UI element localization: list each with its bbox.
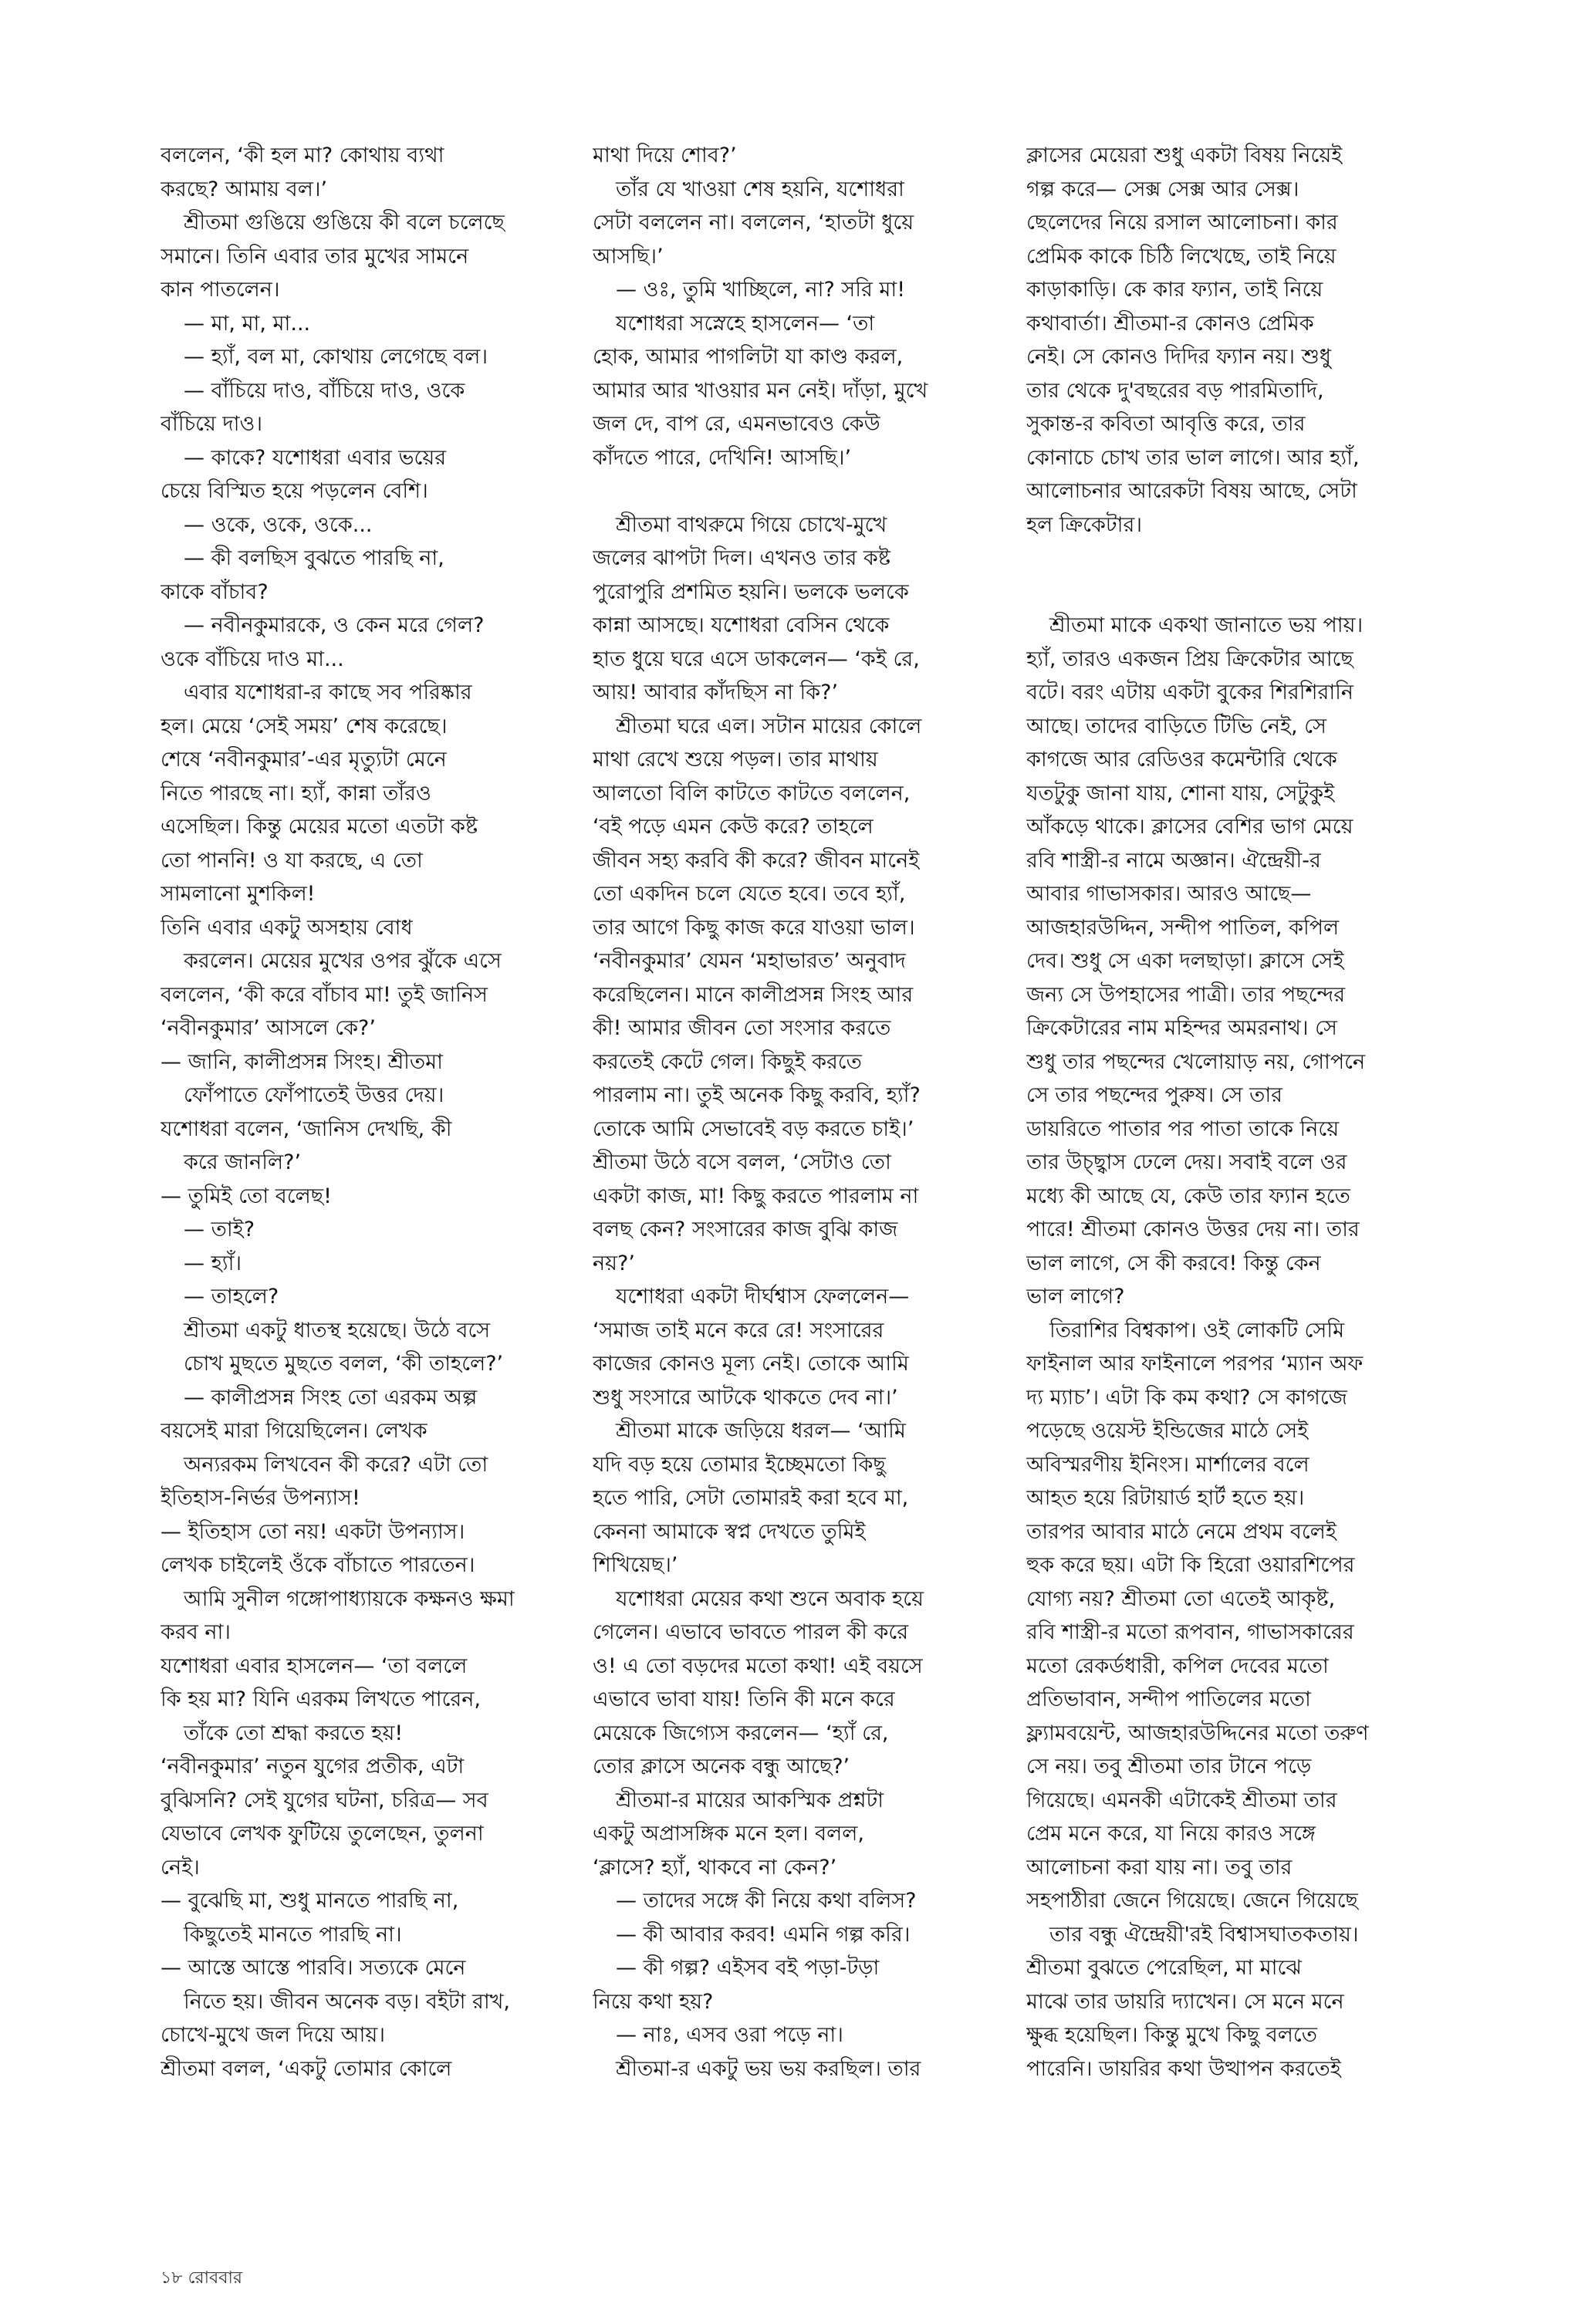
text-line: সে তার পছন্দের পুরুষ। সে তার (1026, 1083, 1283, 1107)
text-line: সুকান্ত-র কবিতা আবৃত্তি করে, তার (1026, 412, 1306, 436)
text-line: প্রেমিক কাকে চিঠি লিখেছে, তাই নিয়ে (1026, 244, 1336, 269)
text-line: তার উচ্ছ্বাস ঢেলে দেয়। সবাই বলে ওর (1026, 1150, 1347, 1174)
text-line: নিতে পারছে না। হ্যাঁ, কান্না তাঁরও (161, 781, 431, 806)
text-line: ‘বই পড়ে এমন কেউ করে? তাহলে (593, 815, 874, 839)
text-line: এভাবে ভাবা যায়! তিনি কী মনে করে (593, 1687, 895, 1711)
text-line: শ্রীতমা-র একটু ভয় ভয় করছিল। তার (616, 2056, 921, 2081)
text-line: সমানে। তিনি এবার তার মুখের সামনে (161, 244, 469, 269)
text-line: বাঁচিয়ে দাও। (161, 412, 263, 436)
text-line: অন্যরকম লিখবেন কী করে? এটা তো (184, 1452, 488, 1477)
text-line: — ইতিহাস তো নয়! একটা উপন্যাস। (161, 1519, 465, 1544)
text-line: একটা কাজ, মা! কিছু করতে পারলাম না (593, 1184, 919, 1208)
text-line: প্রতিভাবান, সন্দীপ পাতিলের মতো (1026, 1687, 1311, 1711)
text-line: — তুমিই তো বলেছ! (161, 1184, 332, 1208)
text-line: জন্য সে উপহাসের পাত্রী। তার পছন্দের (1026, 982, 1346, 1007)
text-line: শ্রীতমা-র মায়ের আকস্মিক প্রশ্নটা (616, 1788, 884, 1812)
text-line: যশোধরা একটা দীর্ঘশ্বাস ফেললেন— (616, 1285, 910, 1309)
text-line: — হ্যাঁ। (184, 1251, 242, 1275)
text-line: আজহারউদ্দিন, সন্দীপ পাতিল, কপিল (1026, 915, 1340, 940)
text-line: শ্রীতমা বাথরুমে গিয়ে চোখে-মুখে (616, 512, 887, 537)
text-line: — নাঃ, এসব ওরা পড়ে না। (616, 2023, 843, 2047)
text-line: — তাহলে? (184, 1285, 279, 1309)
text-line: পারলাম না। তুই অনেক কিছু করবি, হ্যাঁ? (593, 1083, 921, 1107)
text-line: শেষে ‘নবীনকুমার’-এর মৃত্যুটা মেনে (161, 748, 447, 772)
text-line: করে জানলি?’ (184, 1150, 302, 1174)
text-line: ক্ষুব্ধ হয়েছিল। কিন্তু মুখে কিছু বলতে (1026, 2023, 1317, 2047)
text-line: বলছ কেন? সংসারের কাজ বুঝি কাজ (593, 1218, 898, 1241)
text-line: চোখ মুছতে মুছতে বলল, ‘কী তাহলে?’ (184, 1352, 504, 1376)
text-line: পারে! শ্রীতমা কোনও উত্তর দেয় না। তার (1026, 1218, 1360, 1241)
page-footer (161, 2265, 242, 2293)
text-line: ওকে বাঁচিয়ে দাও মা... (161, 647, 344, 671)
text-line: শ্রীতমা গুঙিয়ে গুঙিয়ে কী বলে চলেছে (184, 211, 505, 235)
publication-name: রোববার (188, 2268, 242, 2288)
text-line: — ওঃ, তুমি খাচ্ছিলে, না? সরি মা! (616, 278, 906, 302)
text-line: ফ্ল্যামবয়েন্ট, আজহারউদ্দিনের মতো তরুণ (1026, 1721, 1369, 1745)
text-line: আহত হয়ে রিটায়ার্ড হার্ট হতে হয়। (1026, 1486, 1305, 1510)
text-line: ভাল লাগে, সে কী করবে! কিন্তু কেন (1026, 1251, 1321, 1275)
text-line: করব না। (161, 1620, 231, 1644)
text-line (1026, 542, 1435, 576)
text-line: অবিস্মরণীয় ইনিংস। মার্শালের বলে (1026, 1452, 1309, 1477)
text-line: আঁকড়ে থাকে। ক্লাসের বেশির ভাগ মেয়ে (1026, 815, 1353, 839)
text-line: যশোধরা মেয়ের কথা শুনে অবাক হয়ে (616, 1586, 924, 1611)
text-line: নিয়ে কথা হয়? (593, 1989, 714, 2014)
text-line: আমার আর খাওয়ার মন নেই। দাঁড়া, মুখে (593, 378, 928, 403)
text-line: কথাবার্তা। শ্রীতমা-র কোনও প্রেমিক (1026, 311, 1314, 336)
text-line: গল্প করে— সেক্স সেক্স আর সেক্স। (1026, 177, 1299, 201)
text-line: ফোঁপাতে ফোঁপাতেই উত্তর দেয়। (184, 1083, 444, 1107)
text-line: পুরোপুরি প্রশমিত হয়নি। ভলকে ভলকে (593, 579, 909, 604)
text-line: পারেনি। ডায়রির কথা উত্থাপন করতেই (1026, 2056, 1341, 2081)
text-line: — কী বলছিস বুঝতে পারছি না, (184, 546, 444, 570)
text-line: — বুঝেছি মা, শুধু মানতে পারছি না, (161, 1889, 459, 1913)
text-line: — ওকে, ওকে, ওকে... (184, 512, 373, 537)
text-line: ফাইনাল আর ফাইনালে পরপর ‘ম্যান অফ (1026, 1352, 1364, 1376)
text-line: ‘নবীনকুমার’ নতুন যুগের প্রতীক, এটা (161, 1755, 465, 1778)
text-line: শ্রীতমা উঠে বসে বলল, ‘সেটাও তো (593, 1150, 891, 1174)
text-line: একটু অপ্রাসঙ্গিক মনে হল। বলল, (593, 1822, 864, 1846)
text-line: শুধু সংসারে আটকে থাকতে দেব না।’ (593, 1385, 898, 1410)
text-line: সহপাঠীরা জেনে গিয়েছে। জেনে গিয়েছে (1026, 1889, 1358, 1913)
text-line: — মা, মা, মা... (184, 311, 311, 336)
text-line: দেব। শুধু সে একা দলছাড়া। ক্লাসে সেই (1026, 949, 1344, 973)
text-line: কাজের কোনও মূল্য নেই। তোকে আমি (593, 1352, 909, 1376)
text-line: মাঝে তার ডায়রি দ্যাখেন। সে মনে মনে (1026, 1989, 1344, 2014)
text-line: পড়েছে ওয়েস্ট ইন্ডিজের মাঠে সেই (1026, 1419, 1309, 1443)
text-line: ‘সমাজ তাই মনে করে রে! সংসারের (593, 1318, 884, 1343)
text-column-2 (593, 139, 1002, 2086)
text-line: আলোচনা করা যায় না। তবু তার (1026, 1855, 1293, 1880)
text-line: তো পাননি! ও যা করছে, এ তো (161, 848, 423, 873)
text-line: এবার যশোধরা-র কাছে সব পরিষ্কার (184, 681, 472, 704)
text-line: জল দে, বাপ রে, এমনভাবেও কেউ (593, 412, 880, 436)
text-line: ক্লাসের মেয়েরা শুধু একটা বিষয় নিয়েই (1026, 144, 1343, 167)
text-line: মতো রেকর্ডধারী, কপিল দেবের মতো (1026, 1653, 1329, 1678)
text-line: যদি বড় হয়ে তোমার ইচ্ছেমতো কিছু (593, 1452, 886, 1477)
text-line: চোখে-মুখে জল দিয়ে আয়। (161, 2023, 385, 2047)
text-line: আয়! আবার কাঁদছিস না কি?’ (593, 681, 839, 704)
text-line: মেয়েকে জিগ্যেস করলেন— ‘হ্যাঁ রে, (593, 1721, 889, 1745)
text-line: হাত ধুয়ে ঘরে এসে ডাকলেন— ‘কই রে, (593, 647, 920, 671)
text-line: শ্রীতমা মাকে জড়িয়ে ধরল— ‘আমি (616, 1419, 906, 1443)
text-line: জলের ঝাপটা দিল। এখনও তার কষ্ট (593, 546, 890, 570)
text-line: লেখক চাইলেই ওঁকে বাঁচাতে পারতেন। (161, 1553, 475, 1577)
text-line: — আস্তে আস্তে পারবি। সত্যকে মেনে (161, 1956, 466, 1980)
text-line: শ্রীতমা বুঝতে পেরেছিল, মা মাঝে (1026, 1956, 1302, 1980)
text-line: কান্না আসছে। যশোধরা বেসিন থেকে (593, 613, 890, 637)
text-line: নয়?’ (593, 1251, 635, 1275)
text-line: সামলানো মুশকিল! (161, 882, 316, 906)
text-line: — কী আবার করব! এমনি গল্প করি। (616, 1922, 911, 1947)
text-line: যশোধরা সস্নেহে হাসলেন— ‘তা (616, 311, 875, 336)
text-line: চেয়ে বিস্মিত হয়ে পড়লেন বেশি। (161, 479, 428, 503)
text-line: হ্যাঁ, তারও একজন প্রিয় ক্রিকেটার আছে (1026, 647, 1353, 671)
page-number: ১৮ (161, 2268, 183, 2288)
text-line: ডায়রিতে পাতার পর পাতা তাকে নিয়ে (1026, 1116, 1340, 1141)
text-line: আসছি।’ (593, 244, 664, 269)
text-line: এসেছিল। কিন্তু মেয়ের মতো এতটা কষ্ট (161, 815, 478, 839)
text-line: রবি শাস্ত্রী-র নামে অজ্ঞান। ঐন্দ্রেয়ী-র (1026, 848, 1321, 873)
text-line: কোনাচে চোখ তার ভাল লাগে। আর হ্যাঁ, (1026, 445, 1360, 470)
text-line: — নবীনকুমারকে, ও কেন মরে গেল? (184, 613, 485, 637)
text-line: — তাদের সঙ্গে কী নিয়ে কথা বলিস? (616, 1889, 917, 1913)
text-line: কী! আমার জীবন তো সংসার করতে (593, 1016, 891, 1040)
text-line: তোকে আমি সেভাবেই বড় করতে চাই।’ (593, 1116, 914, 1141)
text-line: মধ্যে কী আছে যে, কেউ তার ফ্যান হতে (1026, 1184, 1350, 1208)
text-line: সেটা বললেন না। বললেন, ‘হাতটা ধুয়ে (593, 211, 914, 235)
text-line: করছে? আমায় বল।’ (161, 177, 328, 201)
text-line: যশোধরা বলেন, ‘জানিস দেখছি, কী (161, 1116, 452, 1141)
text-line: যোগ্য নয়? শ্রীতমা তো এতেই আকৃষ্ট, (1026, 1586, 1336, 1611)
text-line: — কী গল্প? এইসব বই পড়া-টড়া (616, 1956, 880, 1980)
text-line: যেভাবে লেখক ফুটিয়ে তুলেছেন, তুলনা (161, 1822, 484, 1846)
text-line: তার থেকে দু'বছরের বড় পারমিতাদি, (1026, 378, 1324, 403)
text-line: ভাল লাগে? (1026, 1285, 1125, 1309)
paragraph-break (1026, 576, 1435, 610)
text-line: আমি সুনীল গঙ্গোপাধ্যায়কে কক্ষনও ক্ষমা (184, 1586, 515, 1611)
text-line: — হ্যাঁ, বল মা, কোথায় লেগেছে বল। (184, 345, 488, 369)
text-line: রবি শাস্ত্রী-র মতো রূপবান, গাভাসকারের (1026, 1620, 1354, 1644)
text-line: আবার গাভাসকার। আরও আছে— (1026, 882, 1312, 906)
text-line: ‘নবীনকুমার’ আসলে কে?’ (161, 1016, 376, 1040)
text-line: তার আগে কিছু কাজ করে যাওয়া ভাল। (593, 915, 915, 940)
text-line: — জানি, কালীপ্রসন্ন সিংহ। শ্রীতমা (161, 1049, 443, 1074)
text-line: কাঁদতে পারে, দেখিনি! আসছি।’ (593, 445, 852, 470)
text-line: শুধু তার পছন্দের খেলোয়াড় নয়, গোপনে (1026, 1049, 1366, 1074)
text-line: ‘ক্লাসে? হ্যাঁ, থাকবে না কেন?’ (593, 1855, 837, 1880)
text-line: ক্রিকেটারের নাম মহিন্দর অমরনাথ। সে (1026, 1016, 1337, 1040)
text-line: গিয়েছে। এমনকী এটাকেই শ্রীতমা তার (1026, 1788, 1337, 1812)
text-line: আলোচনার আরেকটা বিষয় আছে, সেটা (1026, 479, 1357, 503)
text-line: শ্রীতমা বলল, ‘একটু তোমার কোলে (161, 2056, 452, 2081)
text-line: গেলেন। এভাবে ভাবতে পারল কী করে (593, 1620, 909, 1644)
text-line: — বাঁচিয়ে দাও, বাঁচিয়ে দাও, ওকে (184, 378, 465, 403)
text-line: দ্য ম্যাচ’। এটা কি কম কথা? সে কাগজে (1026, 1385, 1347, 1410)
text-line: বটে। বরং এটায় একটা বুকের শিরশিরানি (1026, 681, 1354, 704)
text-line: তোর ক্লাসে অনেক বন্ধু আছে?’ (593, 1755, 850, 1778)
text-line: করলেন। মেয়ের মুখের ওপর ঝুঁকে এসে (184, 949, 502, 973)
text-line: — কাকে? যশোধরা এবার ভয়ের (184, 445, 447, 470)
text-line: কান পাতলেন। (161, 278, 280, 302)
text-line: তারপর আবার মাঠে নেমে প্রথম বলেই (1026, 1519, 1336, 1544)
text-line (161, 2086, 569, 2120)
text-line: তাঁর যে খাওয়া শেষ হয়নি, যশোধরা (616, 177, 904, 201)
text-line: তাঁকে তো শ্রদ্ধা করতে হয়! (184, 1721, 404, 1745)
text-line: হুক করে ছয়। এটা কি হিরো ওয়ারশিপের (1026, 1553, 1355, 1577)
text-line: তার বন্ধু ঐন্দ্রেয়ী'রই বিশ্বাসঘাতকতায়। (1049, 1922, 1359, 1947)
text-line: বুঝিসনি? সেই যুগের ঘটনা, চরিত্র— সব (161, 1788, 488, 1812)
text-line: বললেন, ‘কী হল মা? কোথায় ব্যথা (161, 144, 444, 167)
text-line: হোক, আমার পাগলিটা যা কাণ্ড করল, (593, 345, 904, 369)
text-line: শ্রীতমা একটু ধাতস্থ হয়েছে। উঠে বসে (184, 1318, 491, 1343)
text-line: শ্রীতমা ঘরে এল। সটান মায়ের কোলে (616, 714, 922, 738)
text-line: কেননা আমাকে স্বপ্ন দেখতে তুমিই (593, 1519, 866, 1544)
text-line: করতেই কেটে গেল। কিছুই করতে (593, 1049, 862, 1074)
text-column-3 (1026, 139, 1435, 2086)
text-line: তিনি এবার একটু অসহায় বোধ (161, 915, 413, 940)
text-line: ইতিহাস-নির্ভর উপন্যাস! (161, 1486, 360, 1510)
text-line: কাড়াকাড়ি। কে কার ফ্যান, তাই নিয়ে (1026, 278, 1323, 302)
text-line: কি হয় মা? যিনি এরকম লিখতে পারেন, (161, 1687, 481, 1711)
text-line: বললেন, ‘কী করে বাঁচাব মা! তুই জানিস (161, 982, 488, 1007)
text-line: যতটুকু জানা যায়, শোনা যায়, সেটুকুই (1026, 781, 1335, 806)
text-line: হল। মেয়ে ‘সেই সময়’ শেষ করেছে। (161, 714, 448, 738)
text-line: ও! এ তো বড়দের মতো কথা! এই বয়সে (593, 1653, 923, 1678)
text-line: নিতে হয়। জীবন অনেক বড়। বইটা রাখ, (184, 1989, 511, 2014)
text-line: — কালীপ্রসন্ন সিংহ তো এরকম অল্প (184, 1385, 478, 1410)
text-line: কাগজে আর রেডিওর কমেন্টারি থেকে (1026, 748, 1337, 772)
text-line: তিরাশির বিশ্বকাপ। ওই লোকটি সেমি (1049, 1318, 1345, 1343)
text-line: নেই। সে কোনও দিদির ফ্যান নয়। শুধু (1026, 345, 1331, 369)
text-line: কাকে বাঁচাব? (161, 579, 269, 604)
paragraph-break (593, 475, 1002, 508)
text-line: যশোধরা এবার হাসলেন— ‘তা বললে (161, 1653, 468, 1678)
text-line: শ্রীতমা মাকে একথা জানাতে ভয় পায়। (1049, 613, 1364, 637)
text-line: ছেলেদের নিয়ে রসাল আলোচনা। কার (1026, 211, 1338, 235)
text-line: মাথা রেখে শুয়ে পড়ল। তার মাথায় (593, 748, 878, 772)
text-line: হতে পারি, সেটা তোমারই করা হবে মা, (593, 1486, 909, 1510)
text-line: আলতো বিলি কাটতে কাটতে বললেন, (593, 781, 911, 806)
text-line: মাথা দিয়ে শোব?’ (593, 144, 737, 167)
text-line: হল ক্রিকেটার। (1026, 512, 1142, 537)
text-line: জীবন সহ্য করবি কী করে? জীবন মানেই (593, 848, 920, 873)
text-line: তো একদিন চলে যেতে হবে। তবে হ্যাঁ, (593, 882, 906, 906)
text-line: শিখিয়েছ।’ (593, 1553, 678, 1577)
text-line: সে নয়। তবু শ্রীতমা তার টানে পড়ে (1026, 1755, 1312, 1778)
text-line: কিছুতেই মানতে পারছি না। (184, 1922, 402, 1947)
text-line: নেই। (161, 1855, 200, 1880)
text-line: করেছিলেন। মানে কালীপ্রসন্ন সিংহ আর (593, 982, 914, 1007)
text-line: ‘নবীনকুমার’ যেমন ‘মহাভারত’ অনুবাদ (593, 949, 906, 973)
text-line: আছে। তাদের বাড়িতে টিভি নেই, সে (1026, 714, 1326, 738)
text-column-1 (161, 139, 569, 2120)
text-line: — তাই? (184, 1218, 255, 1241)
text-line: বয়সেই মারা গিয়েছিলেন। লেখক (161, 1419, 427, 1443)
text-line: প্রেম মনে করে, যা নিয়ে কারও সঙ্গে (1026, 1822, 1316, 1846)
